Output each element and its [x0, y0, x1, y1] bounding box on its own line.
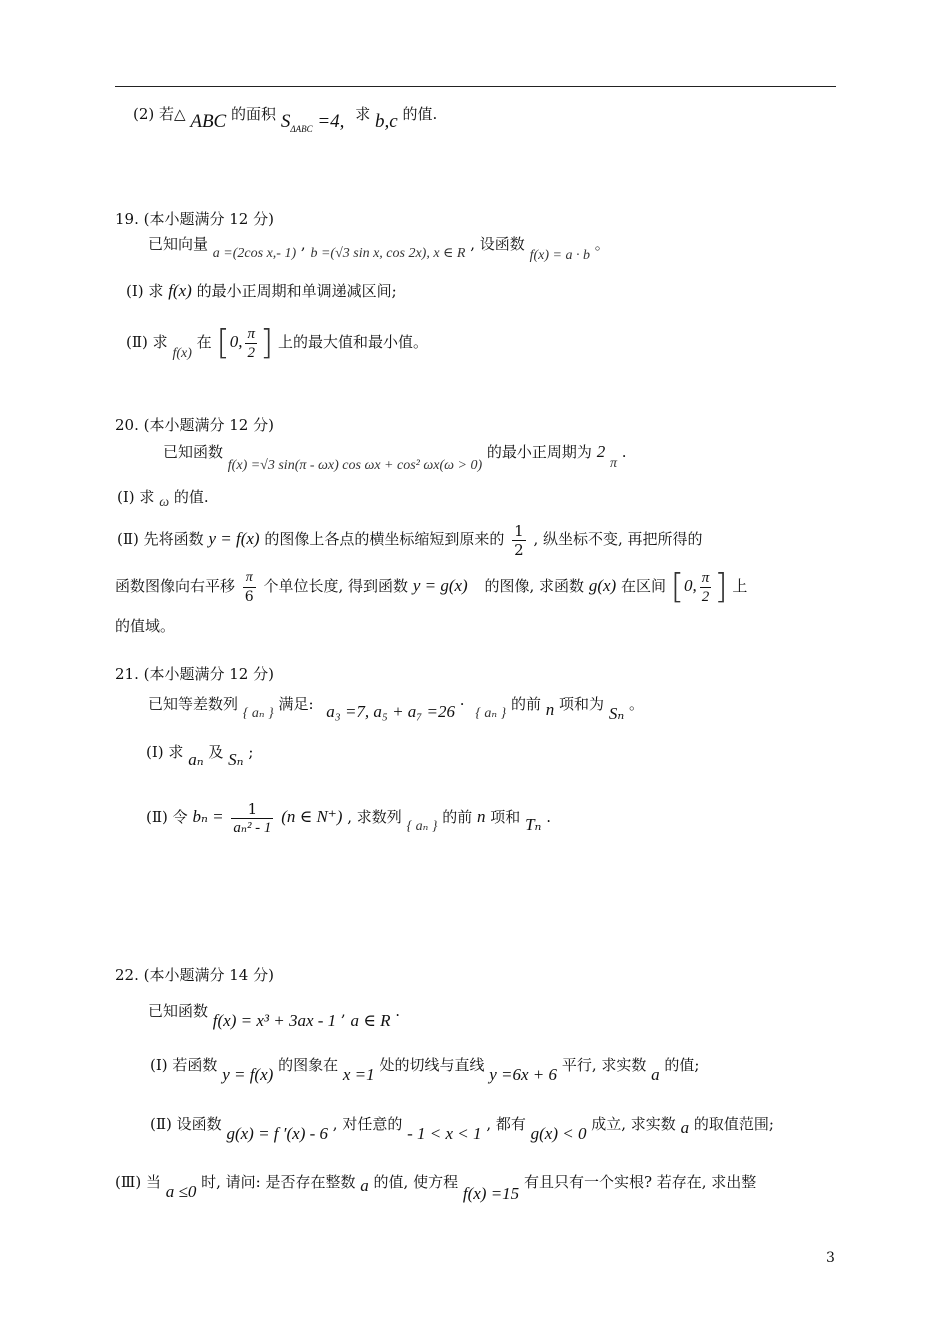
text: . — [621, 443, 627, 461]
text: 的值, 使方程 — [373, 1173, 459, 1191]
q19-part2 — [126, 318, 428, 368]
q22-header: 22. (本小题满分 14 分) — [115, 966, 274, 984]
variable-n: n — [477, 807, 486, 826]
text: , 求数列 — [347, 808, 402, 826]
text: 的面积 — [231, 105, 277, 123]
text: 满足: — [278, 695, 314, 713]
fraction: $\frac{\pi}{2}$ — [701, 569, 710, 605]
fraction-half: $\frac{1}{2}$ — [514, 521, 524, 559]
equation: y = g(x) — [412, 576, 468, 595]
part-label: (Ⅱ) 设函数 — [150, 1115, 222, 1133]
text: 时, 请问: 是否存在整数 — [201, 1173, 356, 1191]
variable-n: n — [545, 700, 555, 719]
right-bracket: ] — [714, 567, 728, 607]
text: 求 — [355, 105, 371, 123]
text: . — [395, 1002, 401, 1020]
area-expression: $S_{\Delta ABC} =4$, — [280, 111, 345, 134]
sum-Sn: Sₙ — [228, 750, 244, 769]
vector-b: b =(√3 sin x, cos 2x), x ∈ R — [310, 246, 466, 261]
triangle-name: ABC — [190, 111, 227, 132]
text: , 纵坐标不变, 再把所得的 — [533, 530, 703, 548]
variable-a: a — [680, 1118, 690, 1137]
text: 在区间 — [620, 577, 666, 595]
text: , 设函数 — [470, 235, 525, 253]
text: 及 — [208, 743, 224, 761]
q22-part2 — [150, 1114, 774, 1143]
text: 已知向量 — [148, 235, 209, 253]
text: 个单位长度, 得到函数 — [263, 577, 409, 595]
text: 已知函数 — [148, 1002, 209, 1020]
text: 的图像, 求函数 — [484, 577, 585, 595]
fraction: $\frac{1}{\text{aₙ² - 1}}$ — [233, 799, 272, 836]
text: . — [546, 808, 551, 826]
function-g: g(x) = f ′(x) - 6 — [226, 1124, 329, 1143]
q19-part1 — [126, 281, 397, 301]
line-equation: y =6x + 6 — [489, 1065, 558, 1084]
sequence: { aₙ } — [406, 819, 438, 834]
q21-header: 21. (本小题满分 12 分) — [115, 665, 274, 683]
text: 的最小正周期为 — [486, 443, 592, 461]
q20-header: 20. (本小题满分 12 分) — [115, 416, 274, 434]
q20-part2-line1 — [117, 518, 703, 560]
fraction: $\frac{\pi}{2}$ — [247, 325, 255, 361]
text: 在 — [196, 333, 212, 351]
sequence: { aₙ } — [242, 706, 274, 721]
text: 处的切线与直线 — [379, 1056, 485, 1074]
text: 平行, 求实数 — [561, 1056, 647, 1074]
condition: (n ∈ N⁺) — [281, 807, 343, 826]
sum-Tn: Tₙ — [525, 815, 542, 834]
text: 已知等差数列 — [148, 695, 239, 713]
text: , 都有 — [486, 1115, 526, 1133]
q20-part1 — [117, 487, 209, 509]
condition: a ≤0 — [165, 1182, 197, 1201]
variable-a: a — [360, 1176, 369, 1195]
term-bn: bₙ = — [192, 807, 224, 826]
text: , 对任意的 — [332, 1115, 403, 1133]
text: ; — [248, 743, 254, 761]
condition: a₃ =7, a₅ + a₇ =26 — [326, 702, 455, 721]
text: · — [459, 695, 465, 713]
function-g: g(x) — [588, 576, 617, 595]
condition: a ∈ R — [350, 1011, 391, 1030]
variables: b,c — [375, 111, 398, 132]
q20-stem — [163, 442, 627, 473]
term-an: aₙ — [188, 750, 204, 769]
text: 上的最大值和最小值。 — [278, 333, 429, 351]
omega: ω — [159, 495, 170, 510]
q21-part1 — [146, 742, 254, 769]
q20-part2-line3: 的值域。 — [115, 617, 176, 635]
function-definition: f(x) =√3 sin(π - ωx) cos ωx + cos² ωx(ω > 0) — [227, 458, 483, 473]
text: 的图像上各点的横坐标缩短到原来的 — [264, 530, 505, 548]
pi-symbol: π — [609, 456, 617, 471]
q19-header: 19. (本小题满分 12 分) — [115, 210, 274, 228]
text: 上 — [732, 577, 748, 595]
range: - 1 < x < 1 — [407, 1124, 482, 1143]
function: f(x) — [172, 346, 192, 361]
text: 的取值范围; — [693, 1115, 774, 1133]
text: 有且只有一个实根? 若存在, 求出整 — [523, 1173, 757, 1191]
part-label: (Ⅰ) 求 — [146, 743, 184, 761]
text: 成立, 求实数 — [591, 1115, 676, 1133]
text: 函数图像向右平移 — [115, 577, 236, 595]
text: 的图象在 — [278, 1056, 339, 1074]
vector-a: a =(2cos x,- 1) — [212, 246, 297, 261]
condition: g(x) < 0 — [530, 1124, 587, 1143]
text: (Ⅱ) 先将函数 — [117, 530, 204, 548]
function-definition: f(x) = a · b — [529, 248, 590, 263]
text: 的前 — [442, 808, 473, 826]
equation: f(x) =15 — [462, 1184, 520, 1203]
function-definition: f(x) = x³ + 3ax - 1 — [212, 1011, 337, 1030]
q21-stem — [148, 694, 645, 723]
q21-part2 — [146, 797, 551, 839]
period-value: 2 — [596, 442, 606, 461]
text: , — [300, 235, 306, 253]
part-label: (2) 若△ — [133, 105, 186, 123]
part-label: (Ⅰ) 求 — [117, 488, 155, 506]
fraction-pi-6: $\frac{\pi}{6}$ — [244, 569, 254, 605]
q22-part1 — [150, 1055, 700, 1084]
x-value: x =1 — [342, 1065, 375, 1084]
text: 的值. — [402, 105, 438, 123]
left-bracket: [ — [670, 567, 685, 607]
text: 项和 — [490, 808, 521, 826]
variable-a: a — [651, 1065, 660, 1084]
q22-stem — [148, 1001, 401, 1030]
text: 的值. — [173, 488, 209, 506]
equation: y = f(x) — [208, 529, 260, 548]
text: 项和为 — [559, 695, 605, 713]
q20-part2-line2 — [115, 562, 747, 611]
function: f(x) — [168, 281, 192, 300]
equation: y = f(x) — [222, 1065, 274, 1084]
text: 的值; — [664, 1056, 700, 1074]
sum-Sn: Sₙ — [608, 704, 625, 723]
q19-stem — [148, 234, 610, 263]
top-rule — [115, 86, 836, 87]
q22-part3 — [115, 1172, 757, 1203]
text: 。 — [594, 235, 610, 253]
part-label: (Ⅰ) 若函数 — [150, 1056, 218, 1074]
part-label: (Ⅲ) 当 — [115, 1173, 161, 1191]
interval-start: 0, — [229, 332, 243, 351]
interval-start: 0, — [684, 576, 697, 595]
part-label: (Ⅱ) 令 — [146, 808, 188, 826]
part-label: (Ⅱ) 求 — [126, 333, 168, 351]
left-bracket: [ — [216, 323, 230, 363]
page-number: 3 — [826, 1250, 835, 1266]
part-label: (Ⅰ) 求 — [126, 282, 164, 300]
text: 的最小正周期和单调递减区间; — [196, 282, 397, 300]
text: 。 — [629, 695, 645, 713]
right-bracket: ] — [260, 323, 274, 363]
text: , — [340, 1002, 346, 1020]
sequence: { aₙ } — [475, 706, 507, 721]
text: 的前 — [510, 695, 541, 713]
text: 已知函数 — [163, 443, 224, 461]
q18-part2 — [133, 104, 438, 134]
